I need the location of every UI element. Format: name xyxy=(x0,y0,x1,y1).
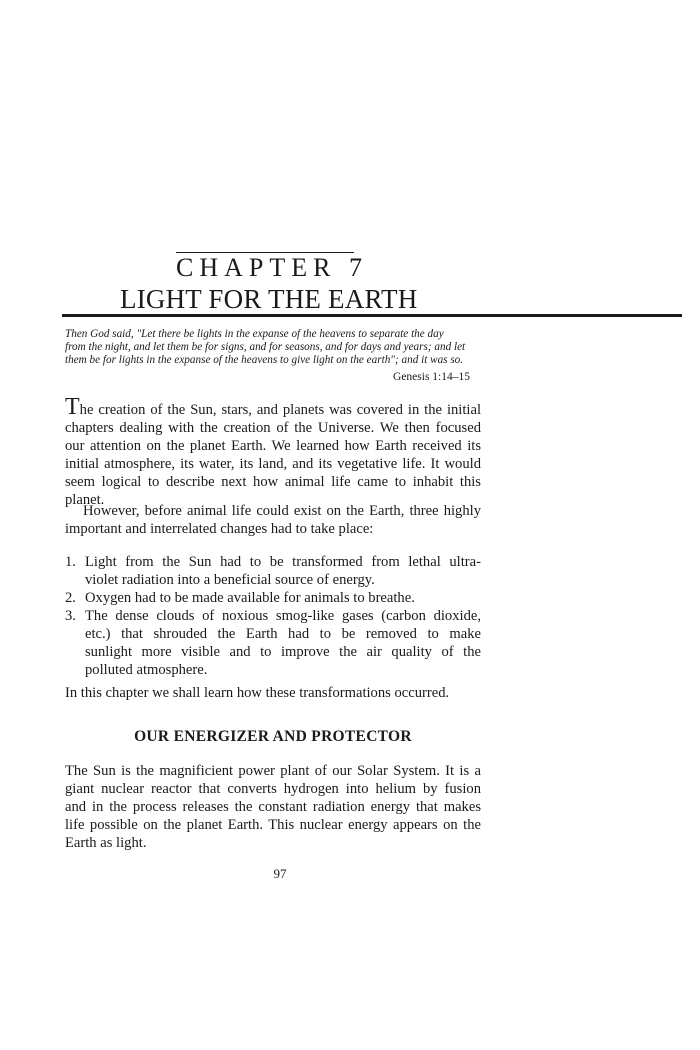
list-number: 2. xyxy=(65,590,76,606)
paragraph-line: initial atmosphere, its water, its land, and its vegetative life. It would xyxy=(65,456,481,472)
section-heading: OUR ENERGIZER AND PROTECTOR xyxy=(134,728,412,745)
page-number: 97 xyxy=(273,866,287,881)
epigraph xyxy=(65,328,481,367)
paragraph-intro xyxy=(65,394,481,509)
list-item-line: The dense clouds of noxious smog-like gases (carbon dioxide, xyxy=(85,608,481,624)
list-item-line: sunlight more visible and to improve the air quality of the xyxy=(85,644,481,660)
epigraph-line: them be for lights in the expanse of the heavens to give light on the earth"; and it was so. xyxy=(65,354,464,366)
paragraph-line-text: he creation of the Sun, stars, and planets was covered in the initial xyxy=(79,402,481,418)
paragraph-sun xyxy=(65,762,481,852)
chapter-number: CHAPTER 7 xyxy=(176,253,368,282)
paragraph-line: However, before animal life could exist on the Earth, three highly xyxy=(83,503,481,519)
list-number: 1. xyxy=(65,554,76,570)
paragraph-line: Earth as light. xyxy=(65,835,147,851)
chapter-title: LIGHT FOR THE EARTH xyxy=(120,284,418,314)
paragraph-line xyxy=(65,394,481,420)
paragraph-line: and in the process releases the constant radiation energy that makes xyxy=(65,799,481,815)
list-item-line: Oxygen had to be made available for animals to breathe. xyxy=(85,590,415,606)
paragraph-line: The Sun is the magnificient power plant of our Solar System. It is a xyxy=(65,763,481,779)
paragraph-line: chapters dealing with the creation of the Universe. We then focused xyxy=(65,420,481,436)
list-number: 3. xyxy=(65,608,76,624)
drop-cap: T xyxy=(65,394,80,420)
paragraph-line: planet. xyxy=(65,492,105,508)
list-item xyxy=(65,553,481,589)
list-item xyxy=(65,589,481,607)
numbered-list xyxy=(65,553,481,679)
paragraph-chapter-aim xyxy=(65,684,481,702)
paragraph-changes xyxy=(65,502,481,538)
paragraph-line: seem logical to describe next how animal life came to inhabit this xyxy=(65,474,481,490)
paragraph-line: In this chapter we shall learn how these transformations occurred. xyxy=(65,685,450,701)
epigraph-line: from the night, and let them be for signs, and for seasons, and for days and years; and let xyxy=(65,341,466,353)
paragraph-line: important and interrelated changes had to take place: xyxy=(65,521,374,537)
list-item-line: Light from the Sun had to be transformed from lethal ultra- xyxy=(85,554,481,570)
paragraph-line: giant nuclear reactor that converts hydrogen into helium by fusion xyxy=(65,781,481,797)
epigraph-source: Genesis 1:14–15 xyxy=(393,371,470,383)
title-rule xyxy=(62,314,682,317)
paragraph-line: our attention on the planet Earth. We learned how Earth received its xyxy=(65,438,481,454)
paragraph-line: life possible on the planet Earth. This nuclear energy appears on the xyxy=(65,817,481,833)
list-item-line: violet radiation into a beneficial source of energy. xyxy=(85,572,375,588)
list-item xyxy=(65,607,481,679)
list-item-line: polluted atmosphere. xyxy=(85,662,208,678)
epigraph-line: Then God said, "Let there be lights in the expanse of the heavens to separate the day xyxy=(65,328,444,340)
list-item-line: etc.) that shrouded the Earth had to be removed to make xyxy=(85,626,481,642)
